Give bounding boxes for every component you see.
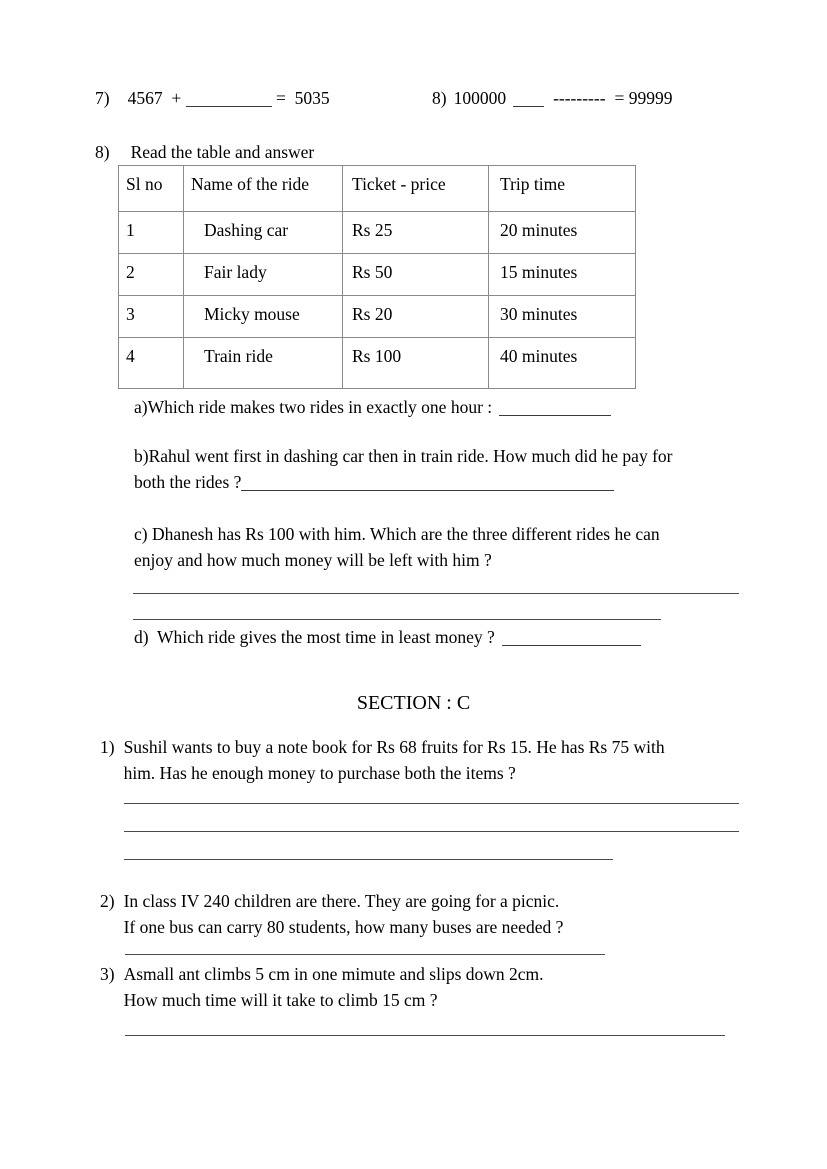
table-cell-ticket-price: Rs 50 xyxy=(352,262,393,282)
section-c-question-2-line1: In class IV 240 children are there. They are going for a picnic. xyxy=(123,891,560,911)
table-cell-trip-time: 40 minutes xyxy=(500,346,578,366)
question-7 xyxy=(95,85,330,111)
question-7-blank[interactable] xyxy=(186,106,272,107)
sub-question-b-line2: both the rides ? xyxy=(134,471,242,492)
section-c-question-1-answer-line-3[interactable] xyxy=(124,859,613,860)
table-row xyxy=(119,338,636,389)
table-cell-sl-no: 2 xyxy=(126,262,135,282)
question-8-top-number: 8) xyxy=(432,88,447,108)
sub-question-c-answer-line-1[interactable] xyxy=(133,593,739,594)
question-7-rhs: = 5035 xyxy=(271,88,330,108)
table-cell-ticket-price: Rs 25 xyxy=(352,220,393,240)
table-cell-sl-no: 3 xyxy=(126,304,135,324)
section-c-question-3-number: 3) xyxy=(100,964,115,984)
section-c-question-1-line2: him. Has he enough money to purchase both the items ? xyxy=(123,762,516,783)
table-cell-ride-name: Micky mouse xyxy=(204,304,300,324)
question-8-top xyxy=(432,85,673,111)
sub-question-a-blank[interactable] xyxy=(499,415,611,416)
sub-question-a-text: a)Which ride makes two rides in exactly one hour : xyxy=(134,397,493,417)
table-cell-trip-time: 30 minutes xyxy=(500,304,578,324)
table-cell-ride-name: Fair lady xyxy=(204,262,267,282)
section-c-question-2-line2: If one bus can carry 80 students, how many buses are needed ? xyxy=(123,916,564,937)
table-cell-sl-no: 1 xyxy=(126,220,135,240)
section-c-question-3 xyxy=(100,962,750,1013)
table-header-ticket-price: Ticket - price xyxy=(352,174,446,194)
sub-question-a xyxy=(134,394,611,420)
table-cell-trip-time: 20 minutes xyxy=(500,220,578,240)
table-header-row xyxy=(119,166,636,212)
sub-question-c-line1: c) Dhanesh has Rs 100 with him. Which are the three different rides he can xyxy=(134,524,660,544)
sub-question-b-line1: b)Rahul went first in dashing car then in train ride. How much did he pay for xyxy=(134,446,673,466)
sub-question-c xyxy=(134,522,754,573)
section-c-question-3-answer-line[interactable] xyxy=(125,1035,725,1036)
sub-question-b-blank[interactable] xyxy=(241,490,614,491)
question-8-top-blank[interactable] xyxy=(513,106,544,107)
question-8-top-dashes: --------- xyxy=(553,88,606,108)
section-c-question-3-line1: Asmall ant climbs 5 cm in one mimute and slips down 2cm. xyxy=(123,964,544,984)
table-cell-sl-no: 4 xyxy=(126,346,135,366)
question-7-lhs: 4567 + xyxy=(127,88,186,108)
section-c-question-1-answer-line-2[interactable] xyxy=(124,831,739,832)
question-8-table-prompt xyxy=(95,139,314,165)
sub-question-b xyxy=(134,444,754,495)
section-c-question-2 xyxy=(100,889,750,940)
sub-question-d-text: d) Which ride gives the most time in least money ? xyxy=(134,627,495,647)
question-8-table-number: 8) xyxy=(95,142,110,162)
sub-question-d xyxy=(134,624,641,650)
table-cell-ride-name: Dashing car xyxy=(204,220,289,240)
table-header-ride-name: Name of the ride xyxy=(191,174,310,194)
rides-table xyxy=(118,165,636,389)
section-c-question-3-line2: How much time will it take to climb 15 cm ? xyxy=(123,989,438,1010)
table-row xyxy=(119,254,636,296)
question-8-top-operand: 100000 xyxy=(453,88,507,108)
question-8-table-prompt-text: Read the table and answer xyxy=(130,142,315,162)
section-c-question-1-answer-line-1[interactable] xyxy=(124,803,739,804)
sub-question-d-blank[interactable] xyxy=(502,645,641,646)
section-c-heading: SECTION : C xyxy=(356,692,471,714)
section-c-question-1-line1: Sushil wants to buy a note book for Rs 68 fruits for Rs 15. He has Rs 75 with xyxy=(123,737,665,757)
table-row xyxy=(119,296,636,338)
section-c-question-1-number: 1) xyxy=(100,737,115,757)
question-8-top-rhs: = 99999 xyxy=(614,88,673,108)
table-row xyxy=(119,212,636,254)
section-c-question-2-number: 2) xyxy=(100,891,115,911)
question-7-number: 7) xyxy=(95,88,110,108)
table-cell-ticket-price: Rs 100 xyxy=(352,346,402,366)
table-cell-ride-name: Train ride xyxy=(204,346,273,366)
section-c-question-1 xyxy=(100,735,750,786)
sub-question-c-answer-line-2[interactable] xyxy=(133,619,661,620)
table-cell-trip-time: 15 minutes xyxy=(500,262,578,282)
sub-question-c-line2: enjoy and how much money will be left with him ? xyxy=(134,549,492,570)
table-cell-ticket-price: Rs 20 xyxy=(352,304,393,324)
table-header-trip-time: Trip time xyxy=(500,174,565,194)
table-header-sl-no: Sl no xyxy=(126,174,163,194)
section-c-question-2-answer-line[interactable] xyxy=(125,954,605,955)
